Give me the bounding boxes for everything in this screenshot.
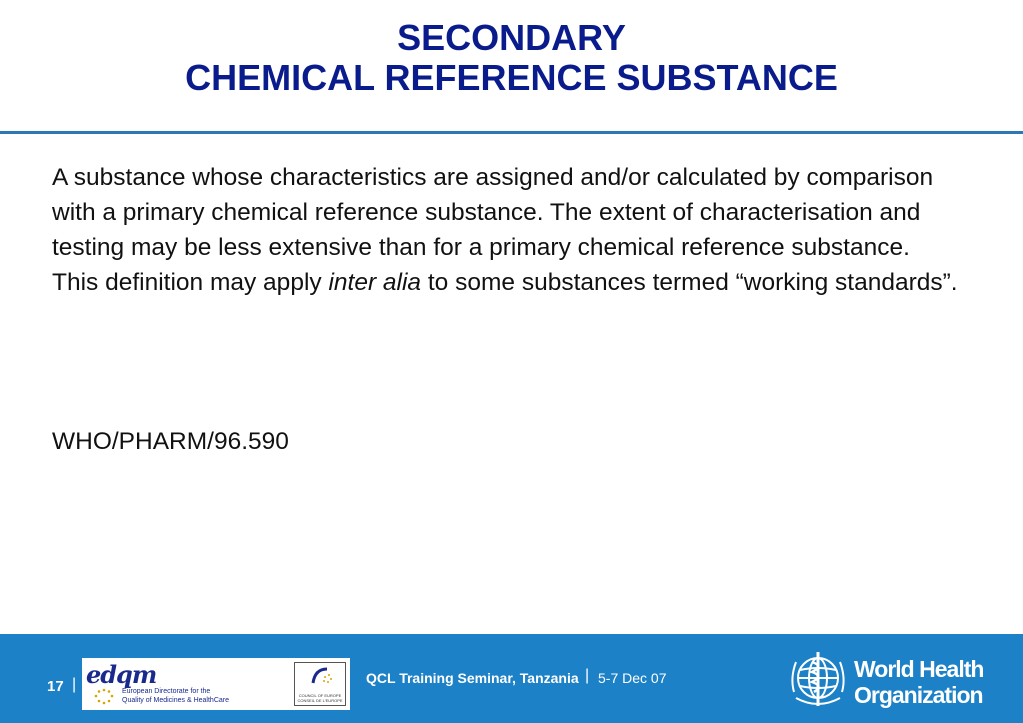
coe-text-fr: CONSEIL DE L'EUROPE bbox=[297, 698, 343, 703]
partner-logos bbox=[82, 658, 350, 710]
council-of-europe-logo bbox=[294, 662, 346, 706]
title-line-1: SECONDARY bbox=[397, 17, 626, 58]
organization-name bbox=[854, 656, 983, 708]
page-number: 17 bbox=[47, 678, 64, 695]
reference-code: WHO/PHARM/96.590 bbox=[52, 428, 289, 455]
definition-part-2: to some substances termed “working standards”. bbox=[421, 269, 958, 296]
seminar-separator: | bbox=[585, 667, 590, 684]
edqm-description-line-2: Quality of Medicines & HealthCare bbox=[122, 697, 229, 704]
council-of-europe-icon bbox=[295, 663, 345, 689]
eu-stars-icon bbox=[92, 688, 116, 706]
definition-part-1: A substance whose characteristics are assigned and/or calculated by comparison with a primary chemical reference substance. The extent of characterisation and testing may be less extensive than for a primary chemical reference substance. This definition may apply bbox=[52, 164, 934, 296]
edqm-logo bbox=[86, 660, 156, 689]
organization-name-line-2: Organization bbox=[854, 682, 983, 708]
definition-text bbox=[52, 160, 962, 300]
edqm-description bbox=[122, 687, 282, 705]
seminar-date: 5-7 Dec 07 bbox=[598, 670, 667, 686]
coe-text-en: COUNCIL OF EUROPE bbox=[298, 693, 342, 698]
page-separator: | bbox=[72, 676, 77, 693]
organization-name-line-1: World Health bbox=[854, 656, 984, 682]
who-emblem-icon bbox=[788, 648, 848, 712]
footer-bar bbox=[0, 634, 1023, 723]
title-line-2: CHEMICAL REFERENCE SUBSTANCE bbox=[185, 57, 838, 98]
council-of-europe-text bbox=[297, 693, 343, 703]
title-divider bbox=[0, 131, 1023, 134]
seminar-name: QCL Training Seminar, Tanzania bbox=[366, 670, 579, 686]
definition-italic: inter alia bbox=[328, 269, 422, 296]
edqm-wordmark: edqm bbox=[86, 660, 157, 689]
slide-title bbox=[0, 18, 1023, 98]
edqm-description-line-1: European Directorate for the bbox=[122, 688, 211, 695]
